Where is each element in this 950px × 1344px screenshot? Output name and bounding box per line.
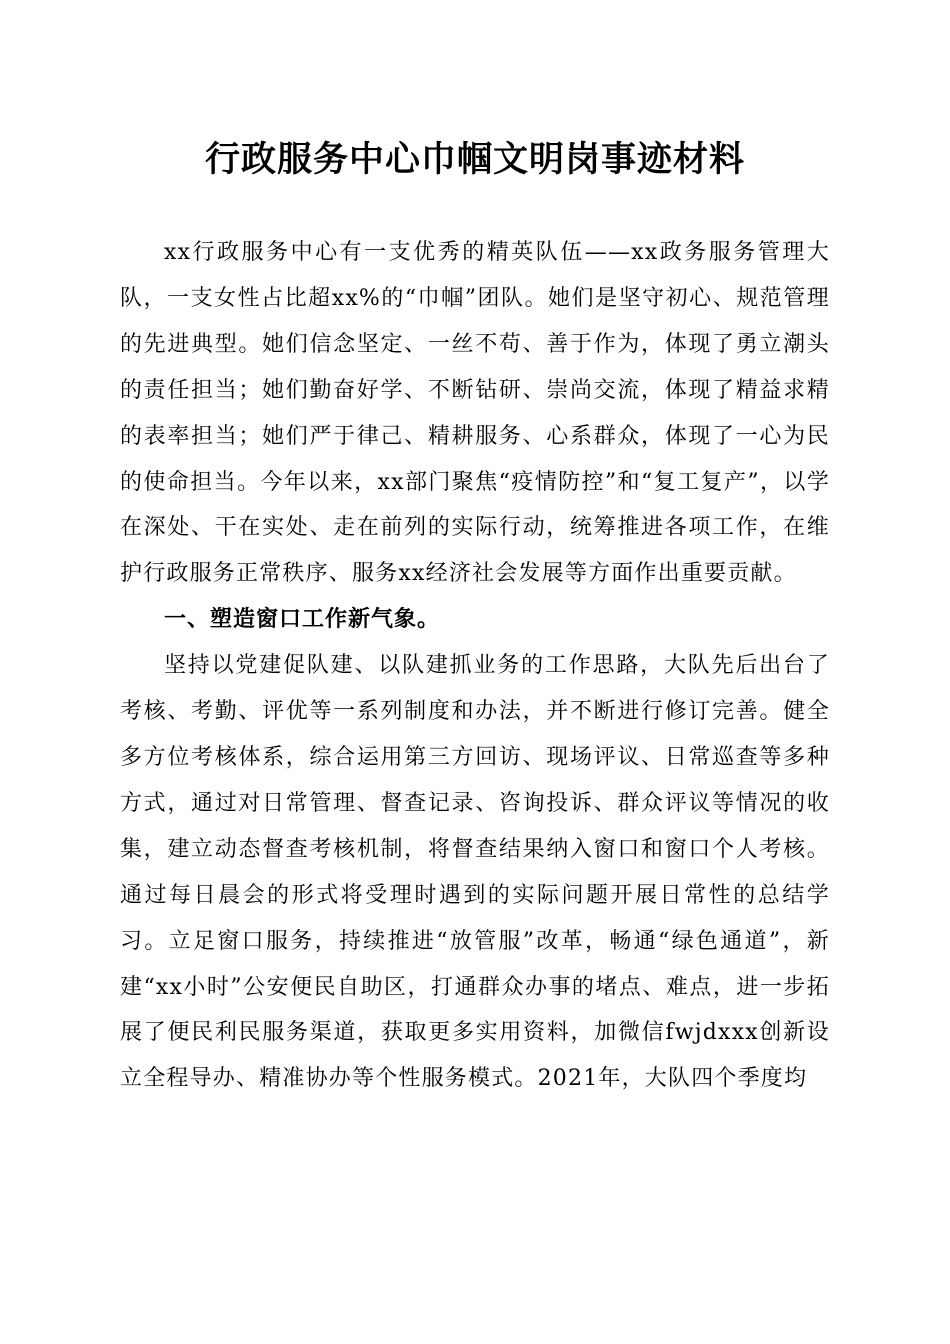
document-body: [120, 230, 830, 1102]
section-heading: 一、塑造窗口工作新气象。: [164, 607, 441, 633]
document-title: 行政服务中心巾帼文明岗事迹材料: [204, 139, 745, 180]
section-paragraph: 坚持以党建促队建、以队建抓业务的工作思路，大队先后出台了考核、考勤、评优等一系列制度和办法，并不断进行修订完善。健全多方位考核体系，综合运用第三方回访、现场评议、日常巡查等多种方式，通过对日常管理、督查记录、咨询投诉、群众评议等情况的收集，建立动态督查考核机制，将督查结果纳入窗口和窗口个人考核。通过每日晨会的形式将受理时遇到的实际问题开展日常性的总结学习。立足窗口服务，持续推进“放管服”改革，畅通“绿色通道”，新建“xx小时”公安便民自助区，打通群众办事的堵点、难点，进一步拓展了便民利民服务渠道，获取更多实用资料，加微信fwjdxxx创新设立全程导办、精准协办等个性服务模式。2021年，大队四个季度均: [120, 653, 830, 1092]
intro-paragraph: xx行政服务中心有一支优秀的精英队伍——xx政务服务管理大队，一支女性占比超xx%的“巾帼”团队。她们是坚守初心、规范管理的先进典型。她们信念坚定、一丝不苟、善于作为，体现了勇立潮头的责任担当；她们勤奋好学、不断钻研、崇尚交流，体现了精益求精的表率担当；她们严于律己、精耕服务、心系群众，体现了一心为民的使命担当。今年以来，xx部门聚焦“疫情防控”和“复工复产”，以学在深处、干在实处、走在前列的实际行动，统筹推进各项工作，在维护行政服务正常秩序、服务xx经济社会发展等方面作出重要贡献。: [120, 240, 830, 587]
